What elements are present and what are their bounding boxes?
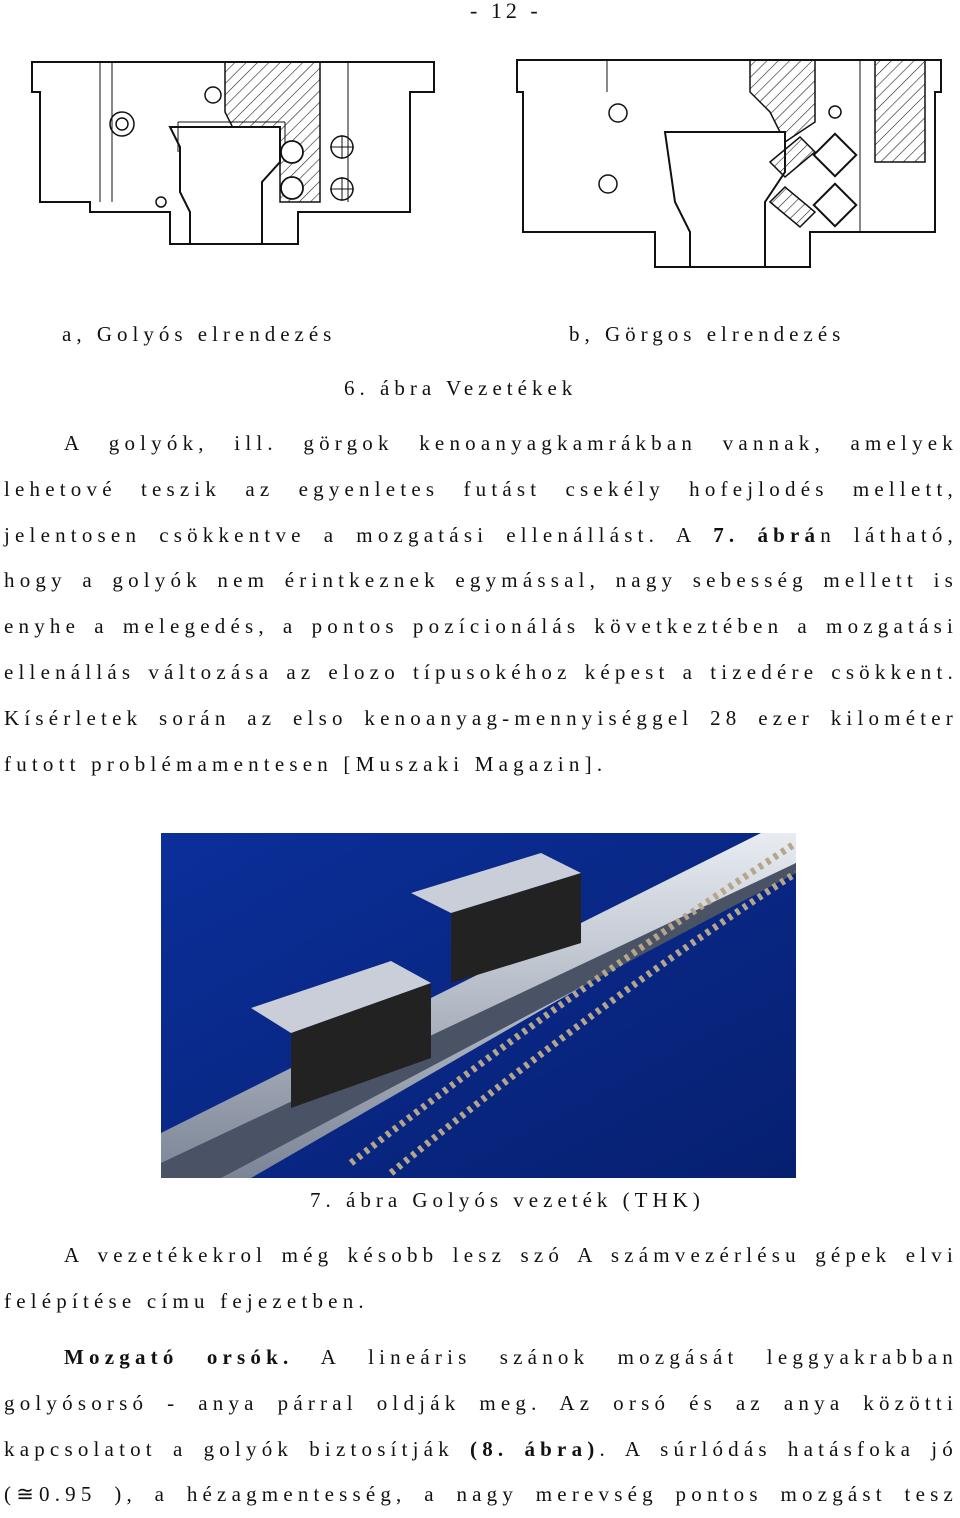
page-number: - 12 - — [470, 0, 542, 23]
paragraph-2 — [4, 1233, 958, 1325]
text-line: (≅0.95 ), a hézagmentesség, a nagy merevség pontos mozgást tesz — [4, 1482, 958, 1507]
figure-reference: (8. ábra) — [470, 1436, 600, 1461]
text-line: Mozgató orsók. A lineáris szánok mozgását leggyakrabban — [64, 1345, 958, 1369]
text-line: A golyók, ill. görgok kenoanyagkamrákban vannak, amelyek — [64, 431, 958, 455]
figure6-caption: 6. ábra Vezetékek — [344, 376, 578, 400]
ball-guide-drawing — [30, 52, 440, 252]
linear-guide-photo — [161, 833, 796, 1178]
text-line: jelentosen csökkentve a mozgatási ellenállást. A 7. ábrán látható, — [4, 522, 959, 547]
figure-reference: 7. ábrá — [713, 522, 821, 547]
text-line: A vezetékekrol még késobb lesz szó A számvezérlésu gépek elvi — [64, 1243, 958, 1267]
paragraph-3 — [4, 1335, 958, 1518]
paragraph-1 — [4, 421, 958, 787]
figure6-subcaption-a: a, Golyós elrendezés — [62, 322, 337, 346]
text-line: ellenállás változása az elozo típusokéhoz képest a tizedére csökkent. — [4, 659, 958, 684]
figure6-subcaption-b: b, Görgos elrendezés — [569, 322, 846, 346]
text-line: futott problémamentesen [Muszaki Magazin]. — [4, 751, 608, 776]
text-line: felépítése címu fejezetben. — [4, 1288, 369, 1313]
section-heading: Mozgató orsók. — [64, 1345, 294, 1369]
text-line: hogy a golyók nem érintkeznek egymással, nagy sebesség mellett is — [4, 568, 958, 593]
roller-guide-drawing — [515, 52, 945, 272]
text-line: kapcsolatot a golyók biztosítják (8. ábra). A súrlódás hatásfoka jó — [4, 1436, 958, 1461]
figure7-caption: 7. ábra Golyós vezeték (THK) — [310, 1188, 705, 1212]
text-line: Kísérletek során az elso kenoanyag-mennyiséggel 28 ezer kilométer — [4, 705, 958, 730]
text-line: lehetové teszik az egyenletes futást csekély hofejlodés mellett, — [4, 476, 958, 501]
text-line: golyósorsó - anya párral oldják meg. Az orsó és az anya közötti — [4, 1390, 958, 1415]
text-line: enyhe a melegedés, a pontos pozícionálás következtében a mozgatási — [4, 614, 958, 639]
